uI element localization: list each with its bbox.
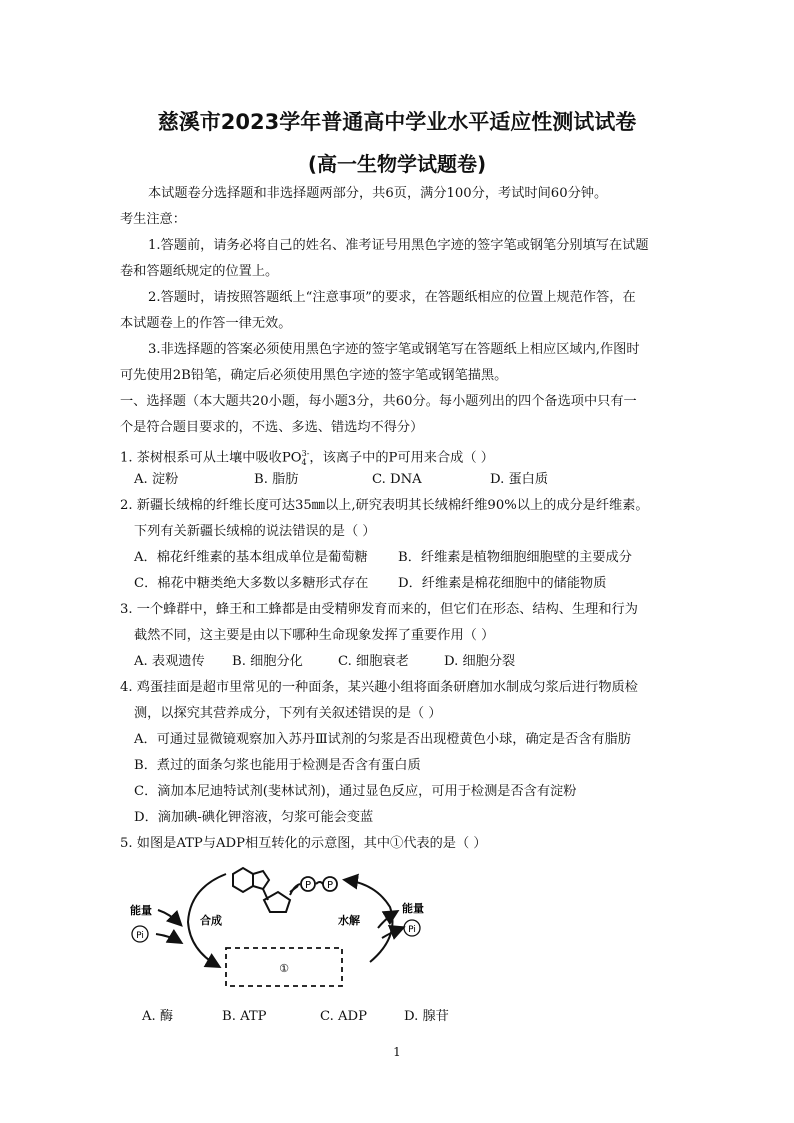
q1-option-b: B. 脂肪 bbox=[254, 472, 299, 487]
question-2-stem-b: 下列有关新疆长绒棉的说法错误的是（ ） bbox=[134, 524, 376, 539]
energy-in-arrow bbox=[158, 910, 180, 924]
notice-item-2b: 本试题卷上的作答一律无效。 bbox=[120, 316, 292, 331]
phosphate-label-2: P bbox=[326, 880, 334, 891]
question-5-stem: 5. 如图是ATP与ADP相互转化的示意图，其中①代表的是（ ） bbox=[120, 836, 487, 851]
intro-text: 本试题卷分选择题和非选择题两部分，共6页，满分100分，考试时间60分钟。 bbox=[148, 186, 608, 201]
q5-option-d: D. 腺苷 bbox=[404, 1009, 449, 1024]
q2-option-d: D．纤维素是棉花细胞中的储能物质 bbox=[398, 576, 607, 591]
pi-right-label: Pi bbox=[408, 925, 416, 935]
notice-item-3b: 可先使用2B铅笔，确定后必须使用黑色字迹的签字笔或钢笔描黑。 bbox=[120, 368, 508, 383]
q3-option-b: B. 细胞分化 bbox=[232, 654, 303, 669]
pi-left-label: Pi bbox=[136, 931, 144, 941]
notice-heading: 考生注意： bbox=[120, 212, 186, 227]
exam-title: 慈溪市2023学年普通高中学业水平适应性测试试卷 bbox=[157, 110, 637, 134]
q2-option-c: C．棉花中糖类绝大多数以多糖形式存在 bbox=[134, 576, 369, 591]
q1-subscript: 4 bbox=[301, 458, 307, 468]
question-4-stem-b: 测，以探究其营养成分，下列有关叙述错误的是（ ） bbox=[134, 706, 442, 721]
q1-option-d: D. 蛋白质 bbox=[490, 472, 549, 487]
question-1-stem bbox=[120, 445, 494, 472]
section-heading-b: 个是符合题目要求的，不选、多选、错选均不得分） bbox=[120, 420, 424, 435]
hydrolysis-label: 水解 bbox=[338, 914, 360, 927]
question-3-stem-b: 截然不同，这主要是由以下哪种生命现象发挥了重要作用（ ） bbox=[134, 628, 495, 643]
adenine-pentagon-icon bbox=[253, 871, 269, 889]
notice-item-3a: 3.非选择题的答案必须使用黑色字迹的签字笔或钢笔写在答题纸上相应区域内,作图时 bbox=[148, 342, 640, 357]
phosphate-label-1: P bbox=[304, 880, 312, 891]
pi-in-arrow bbox=[156, 934, 180, 942]
question-3-stem-a: 3. 一个蜂群中，蜂王和工蜂都是由受精卵发育而来的，但它们在形态、结构、生理和行为 bbox=[120, 602, 638, 617]
q4-option-d: D．滴加碘-碘化钾溶液，匀浆可能会变蓝 bbox=[134, 810, 374, 825]
atp-adp-diagram bbox=[120, 862, 430, 997]
q1-superscript: 3- bbox=[301, 449, 310, 458]
q5-option-b: B. ATP bbox=[222, 1009, 267, 1024]
ribose-pentagon-icon bbox=[264, 892, 290, 912]
high-energy-bond-2 bbox=[316, 882, 323, 884]
q3-option-a: A. 表观遗传 bbox=[134, 654, 205, 669]
q4-option-a: A．可通过显微镜观察加入苏丹Ⅲ试剂的匀浆是否出现橙黄色小球，确定是否含有脂肪 bbox=[134, 732, 631, 747]
q2-option-a: A．棉花纤维素的基本组成单位是葡萄糖 bbox=[134, 550, 368, 565]
adenine-hexagon-icon bbox=[233, 868, 253, 892]
question-2-stem-a: 2. 新疆长绒棉的纤维长度可达35㎜以上,研究表明其长绒棉纤维90%以上的成分是纤维素。 bbox=[120, 498, 649, 513]
exam-subtitle: (高一生物学试题卷) bbox=[307, 152, 487, 176]
q1-option-a: A. 淀粉 bbox=[134, 472, 179, 487]
section-heading-a: 一、选择题（本大题共20小题，每小题3分，共60分。每小题列出的四个备选项中只有一 bbox=[120, 394, 637, 409]
unknown-box-label: ① bbox=[279, 962, 289, 975]
question-4-stem-a: 4. 鸡蛋挂面是超市里常见的一种面条，某兴趣小组将面条研磨加水制成匀浆后进行物质检 bbox=[120, 680, 638, 695]
notice-item-2a: 2.答题时，请按照答题纸上“注意事项”的要求，在答题纸相应的位置上规范作答，在 bbox=[148, 290, 636, 305]
q1-option-c: C. DNA bbox=[372, 472, 422, 487]
notice-item-1b: 卷和答题纸规定的位置上。 bbox=[120, 264, 279, 279]
q3-option-c: C. 细胞衰老 bbox=[338, 654, 409, 669]
q2-option-b: B．纤维素是植物细胞细胞壁的主要成分 bbox=[398, 550, 632, 565]
q1-stem-post: ，该离子中的P可用来合成（ ） bbox=[309, 450, 494, 466]
q5-option-a: A. 酶 bbox=[142, 1009, 174, 1024]
q4-option-c: C．滴加本尼迪特试剂(斐林试剂)，通过显色反应，可用于检测是否含有淀粉 bbox=[134, 784, 577, 799]
q3-option-d: D. 细胞分裂 bbox=[444, 654, 516, 669]
q1-stem-pre: 1. 茶树根系可从土壤中吸收PO bbox=[120, 450, 302, 466]
synthesis-label: 合成 bbox=[200, 914, 222, 927]
energy-right-label: 能量 bbox=[402, 902, 424, 915]
q5-option-c: C. ADP bbox=[320, 1009, 367, 1024]
notice-item-1a: 1.答题前，请务必将自己的姓名、准考证号用黑色字迹的签字笔或钢笔分别填写在试题 bbox=[148, 238, 649, 253]
energy-left-label: 能量 bbox=[130, 904, 152, 917]
q4-option-b: B．煮过的面条匀浆也能用于检测是否含有蛋白质 bbox=[134, 758, 421, 773]
page-number: 1 bbox=[393, 1045, 401, 1059]
